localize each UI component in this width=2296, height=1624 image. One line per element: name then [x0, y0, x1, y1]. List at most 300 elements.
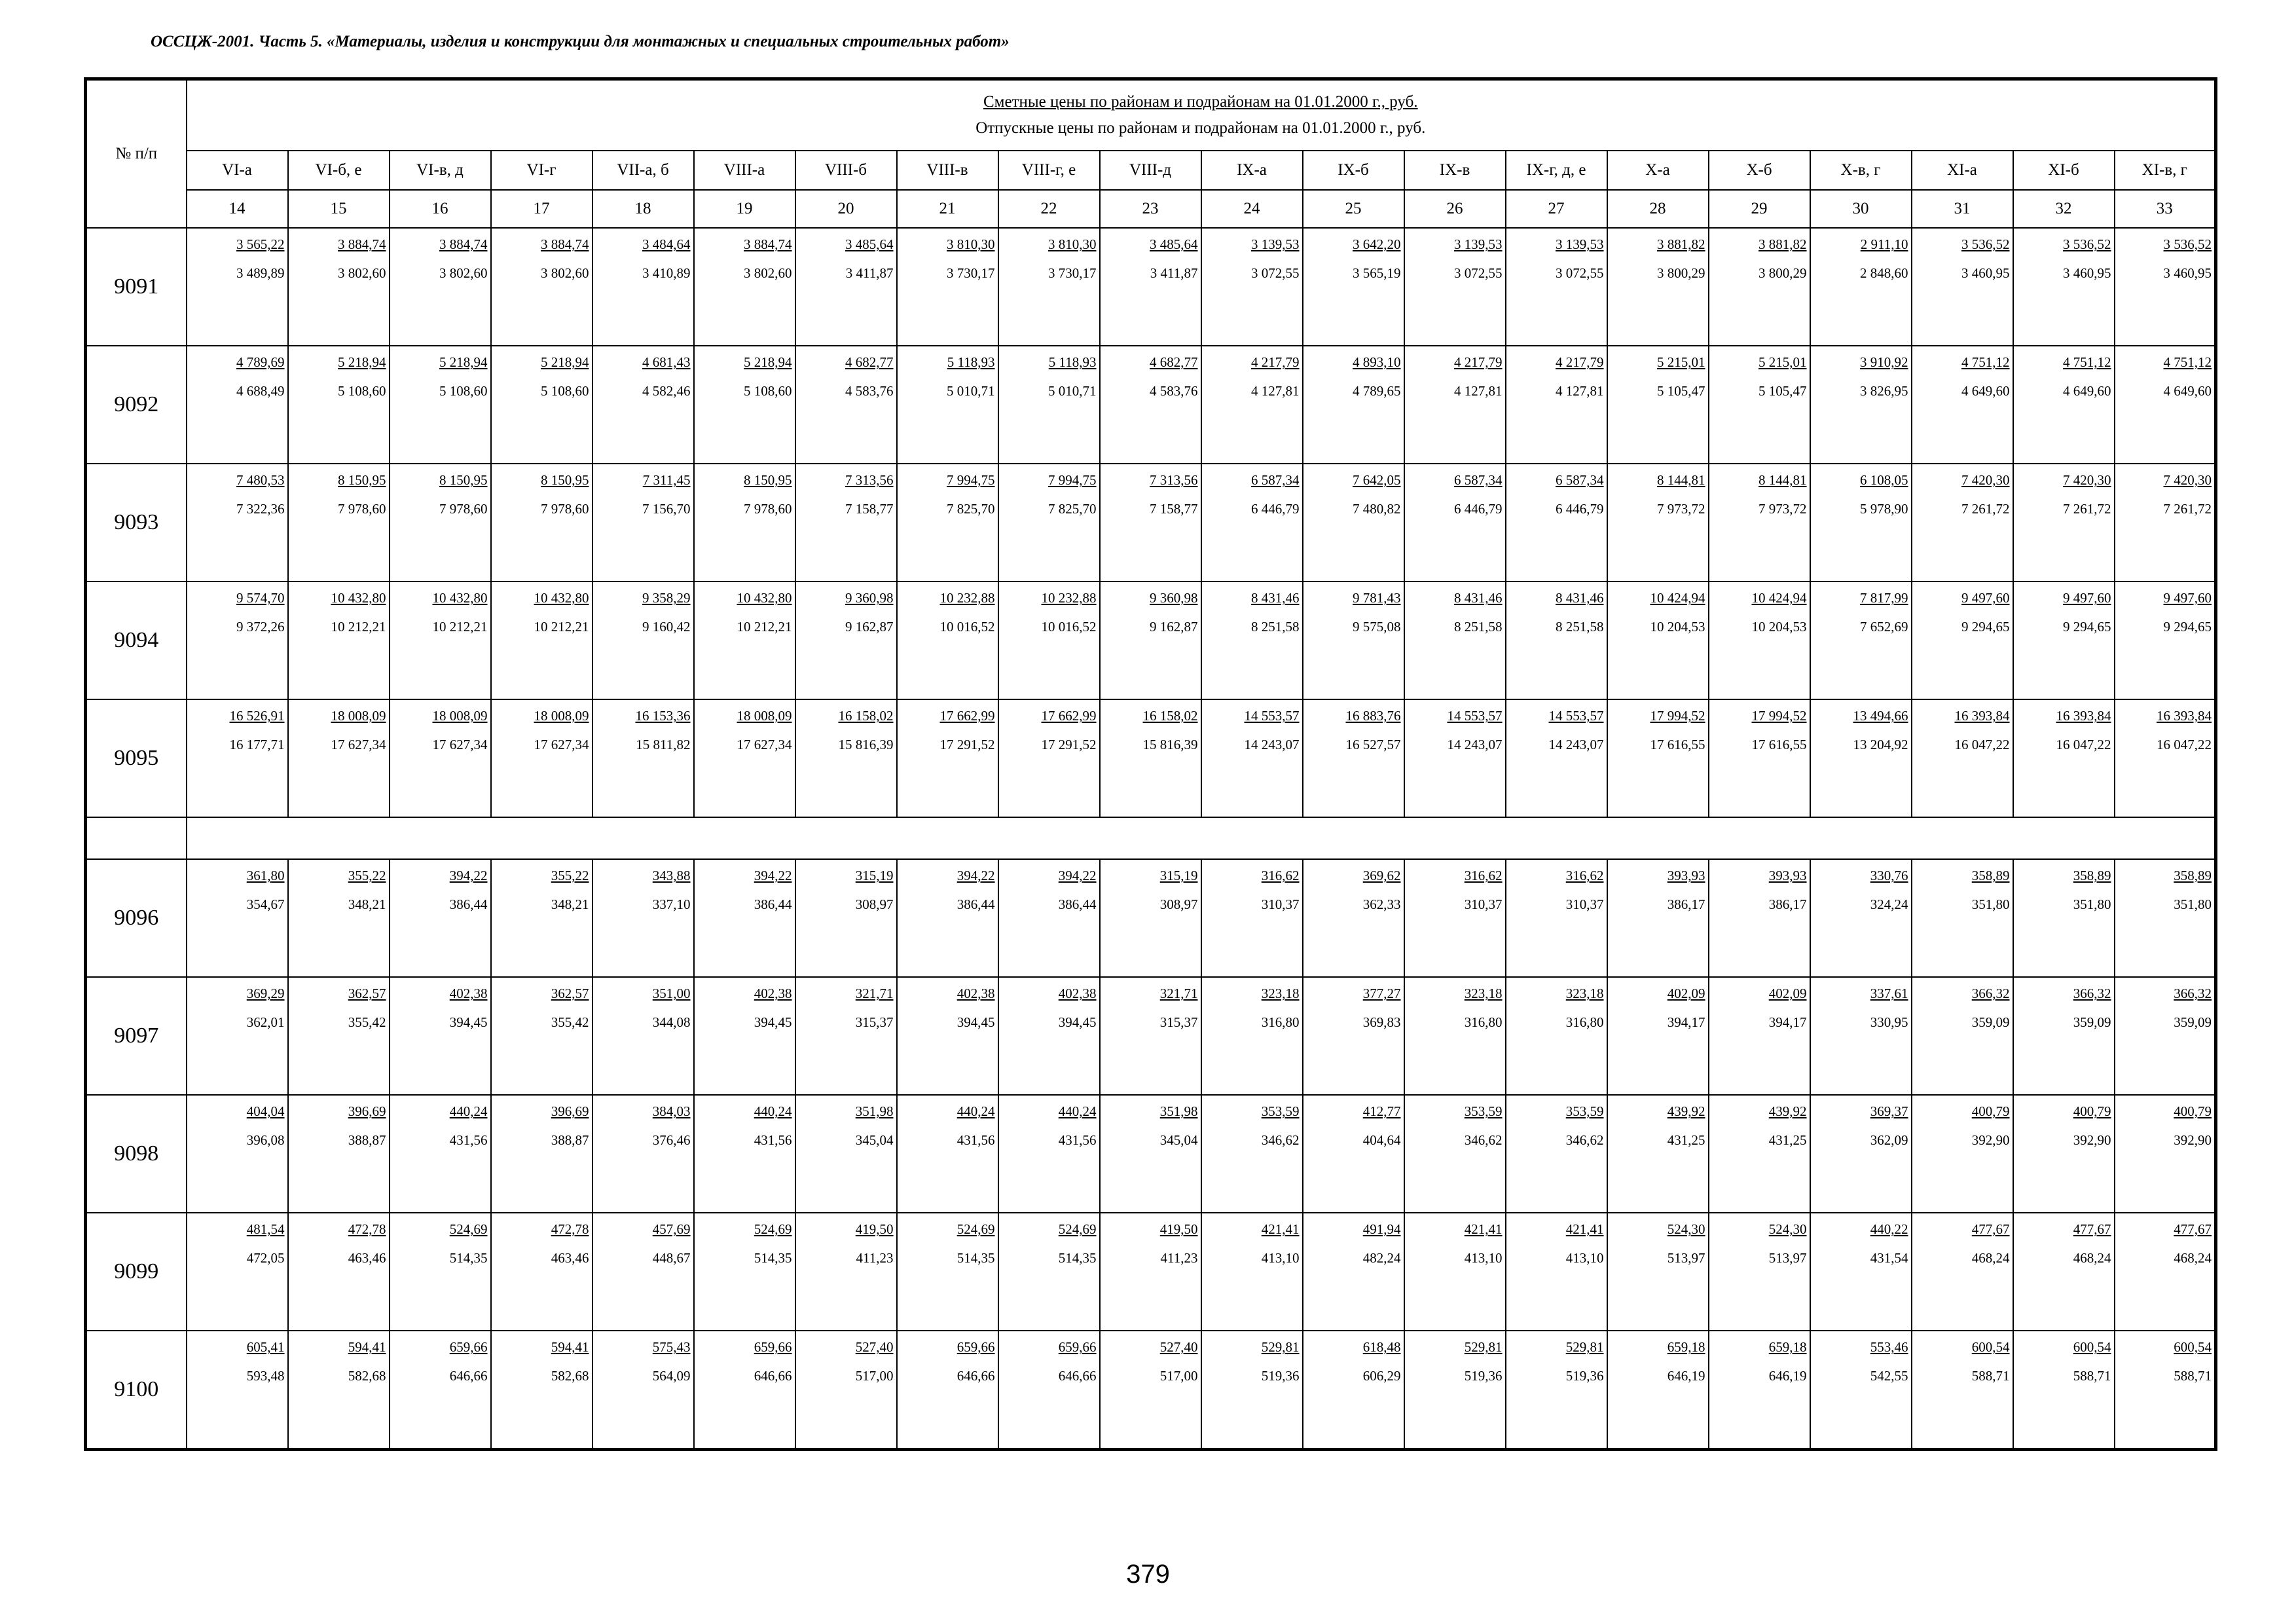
- price-cell: [1201, 346, 1303, 464]
- price-cell: [1607, 346, 1709, 464]
- release-price: 5 978,90: [1860, 501, 1908, 517]
- price-cell: [1506, 1095, 1607, 1213]
- estimate-price: 7 642,05: [1353, 472, 1401, 488]
- price-cell: [1912, 1213, 2013, 1331]
- estimate-price: 18 008,09: [432, 708, 488, 724]
- price-cell: [592, 1095, 694, 1213]
- release-price: 315,37: [1159, 1014, 1198, 1030]
- estimate-price: 529,81: [1565, 1339, 1604, 1355]
- column-number: 14: [187, 190, 288, 228]
- estimate-price: 353,59: [1261, 1103, 1300, 1119]
- estimate-price: 8 144,81: [1758, 472, 1807, 488]
- release-price: 10 212,21: [432, 619, 488, 635]
- estimate-price: 3 810,30: [947, 236, 995, 252]
- price-cell: [1810, 1095, 1912, 1213]
- release-price: 413,10: [1565, 1250, 1604, 1266]
- price-table-title: [187, 79, 2216, 151]
- estimate-price: 16 393,84: [2157, 708, 2212, 724]
- document-header: ОССЦЖ-2001. Часть 5. «Материалы, изделия и конструкции для монтажных и специальных строительных работ»: [151, 33, 1010, 50]
- release-price: 431,56: [754, 1132, 792, 1148]
- estimate-price: 600,54: [2073, 1339, 2111, 1355]
- release-price: 646,66: [754, 1368, 792, 1384]
- estimate-price: 600,54: [1971, 1339, 2010, 1355]
- price-cell: [1303, 464, 1404, 581]
- estimate-price: 3 485,64: [1150, 236, 1198, 252]
- price-cell: [1303, 1095, 1404, 1213]
- release-price: 6 446,79: [1251, 501, 1300, 517]
- price-cell: [795, 977, 897, 1095]
- price-cell: [1607, 581, 1709, 699]
- price-cell: [1303, 346, 1404, 464]
- price-cell: [694, 1095, 795, 1213]
- price-cell: [390, 859, 491, 977]
- release-price: 517,00: [855, 1368, 894, 1384]
- region-header: X-в, г: [1810, 151, 1912, 190]
- estimate-price: 6 587,34: [1556, 472, 1604, 488]
- release-price: 10 212,21: [737, 619, 792, 635]
- release-price: 4 789,65: [1353, 383, 1401, 399]
- release-price: 646,66: [957, 1368, 995, 1384]
- region-header-row: [86, 151, 2216, 190]
- estimate-price: 3 884,74: [338, 236, 386, 252]
- release-price: 386,17: [1667, 896, 1705, 912]
- estimate-price: 9 360,98: [1150, 590, 1198, 606]
- estimate-price: 400,79: [2174, 1103, 2212, 1119]
- price-cell: [998, 977, 1100, 1095]
- estimate-price: 477,67: [2073, 1221, 2111, 1237]
- release-price: 5 010,71: [1048, 383, 1097, 399]
- release-price: 646,66: [449, 1368, 488, 1384]
- estimate-price: 316,62: [1565, 868, 1604, 883]
- price-cell: [1201, 859, 1303, 977]
- region-header: IX-в: [1404, 151, 1506, 190]
- release-price: 472,05: [246, 1250, 285, 1266]
- release-price: 3 411,87: [845, 265, 894, 281]
- region-header: VI-б, е: [288, 151, 390, 190]
- release-price: 394,45: [1058, 1014, 1097, 1030]
- estimate-price: 3 485,64: [845, 236, 894, 252]
- release-price: 5 108,60: [744, 383, 792, 399]
- release-price: 9 575,08: [1353, 619, 1401, 635]
- release-price: 386,44: [1058, 896, 1097, 912]
- estimate-price: 4 751,12: [2163, 354, 2212, 370]
- price-cell: [1607, 859, 1709, 977]
- release-price: 310,37: [1261, 896, 1300, 912]
- region-header: VI-г: [491, 151, 592, 190]
- price-cell: [288, 346, 390, 464]
- price-cell: [1404, 1095, 1506, 1213]
- price-cell: [288, 1213, 390, 1331]
- release-price: 468,24: [1971, 1250, 2010, 1266]
- row-code: 9094: [86, 581, 187, 699]
- estimate-price: 16 883,76: [1345, 708, 1401, 724]
- release-price: 517,00: [1159, 1368, 1198, 1384]
- estimate-price: 419,50: [855, 1221, 894, 1237]
- region-header: XI-в, г: [2115, 151, 2216, 190]
- estimate-price: 440,22: [1870, 1221, 1908, 1237]
- table-row: [86, 581, 2216, 699]
- estimate-price: 524,69: [957, 1221, 995, 1237]
- release-price: 3 826,95: [1860, 383, 1908, 399]
- estimate-price: 419,50: [1159, 1221, 1198, 1237]
- column-number: 18: [592, 190, 694, 228]
- estimate-price: 16 393,84: [1954, 708, 2010, 724]
- estimate-price: 5 215,01: [1758, 354, 1807, 370]
- price-cell: [491, 228, 592, 346]
- price-cell: [1709, 581, 1810, 699]
- price-cell: [998, 1331, 1100, 1450]
- price-cell: [897, 977, 998, 1095]
- release-price: 10 204,53: [1650, 619, 1705, 635]
- release-price: 17 616,55: [1751, 737, 1807, 752]
- release-price: 431,56: [449, 1132, 488, 1148]
- release-price: 14 243,07: [1548, 737, 1604, 752]
- estimate-price: 353,59: [1464, 1103, 1503, 1119]
- estimate-price: 394,22: [754, 868, 792, 883]
- estimate-price: 491,94: [1362, 1221, 1401, 1237]
- price-cell: [1709, 699, 1810, 817]
- separator-cell: [187, 817, 2216, 859]
- price-cell: [390, 1331, 491, 1450]
- release-price: 9 162,87: [845, 619, 894, 635]
- estimate-price: 9 497,60: [2063, 590, 2111, 606]
- price-cell: [187, 977, 288, 1095]
- estimate-price: 402,38: [957, 986, 995, 1001]
- release-price: 17 627,34: [737, 737, 792, 752]
- price-cell: [288, 699, 390, 817]
- price-cell: [2013, 699, 2115, 817]
- estimate-price: 7 480,53: [236, 472, 285, 488]
- estimate-price: 659,66: [1058, 1339, 1097, 1355]
- price-cell: [998, 1213, 1100, 1331]
- release-price: 344,08: [652, 1014, 691, 1030]
- estimate-price: 4 682,77: [845, 354, 894, 370]
- page-number: 379: [1126, 1560, 1170, 1589]
- table-row: [86, 977, 2216, 1095]
- release-price: 394,45: [449, 1014, 488, 1030]
- price-cell: [2115, 977, 2216, 1095]
- estimate-price: 323,18: [1261, 986, 1300, 1001]
- release-price: 3 072,55: [1556, 265, 1604, 281]
- release-price: 346,62: [1261, 1132, 1300, 1148]
- release-price: 5 105,47: [1657, 383, 1705, 399]
- estimate-price: 524,30: [1768, 1221, 1807, 1237]
- estimate-price: 16 393,84: [2056, 708, 2111, 724]
- estimate-price: 477,67: [2174, 1221, 2212, 1237]
- estimate-price: 402,09: [1667, 986, 1705, 1001]
- estimate-price: 393,93: [1667, 868, 1705, 883]
- price-cell: [998, 1095, 1100, 1213]
- price-cell: [1404, 699, 1506, 817]
- estimate-price: 440,24: [1058, 1103, 1097, 1119]
- estimate-price: 4 751,12: [2063, 354, 2111, 370]
- estimate-price: 605,41: [246, 1339, 285, 1355]
- price-cell: [795, 581, 897, 699]
- price-cell: [1912, 699, 2013, 817]
- estimate-price: 8 150,95: [439, 472, 488, 488]
- table-row: [86, 1213, 2216, 1331]
- estimate-price: 321,71: [855, 986, 894, 1001]
- price-cell: [2013, 1095, 2115, 1213]
- release-price: 3 411,87: [1150, 265, 1198, 281]
- row-code: 9096: [86, 859, 187, 977]
- estimate-price: 575,43: [652, 1339, 691, 1355]
- estimate-price: 366,32: [2073, 986, 2111, 1001]
- price-cell: [1912, 859, 2013, 977]
- release-price: 5 108,60: [439, 383, 488, 399]
- release-price: 17 627,34: [432, 737, 488, 752]
- price-cell: [1201, 977, 1303, 1095]
- estimate-price: 10 232,88: [939, 590, 995, 606]
- estimate-price: 472,78: [551, 1221, 589, 1237]
- price-cell: [592, 228, 694, 346]
- region-header: VI-а: [187, 151, 288, 190]
- price-cell: [1607, 1095, 1709, 1213]
- table-row: [86, 1331, 2216, 1450]
- estimate-price: 315,19: [855, 868, 894, 883]
- release-price: 3 072,55: [1251, 265, 1300, 281]
- estimate-price: 400,79: [1971, 1103, 2010, 1119]
- release-price: 646,66: [1058, 1368, 1097, 1384]
- release-price: 16 047,22: [1954, 737, 2010, 752]
- release-price: 359,09: [2073, 1014, 2111, 1030]
- estimate-price: 400,79: [2073, 1103, 2111, 1119]
- price-cell: [897, 1095, 998, 1213]
- release-price: 7 652,69: [1860, 619, 1908, 635]
- release-price: 394,17: [1768, 1014, 1807, 1030]
- estimate-price: 524,69: [449, 1221, 488, 1237]
- estimate-price: 394,22: [957, 868, 995, 883]
- estimate-price: 3 484,64: [642, 236, 691, 252]
- release-price: 7 825,70: [1048, 501, 1097, 517]
- estimate-price: 16 526,91: [229, 708, 285, 724]
- price-cell: [491, 464, 592, 581]
- release-price: 354,67: [246, 896, 285, 912]
- row-code: 9098: [86, 1095, 187, 1213]
- price-cell: [1709, 1213, 1810, 1331]
- price-cell: [1303, 1331, 1404, 1450]
- price-cell: [897, 699, 998, 817]
- release-price: 519,36: [1565, 1368, 1604, 1384]
- price-cell: [592, 699, 694, 817]
- price-cell: [187, 228, 288, 346]
- estimate-price: 17 994,52: [1751, 708, 1807, 724]
- row-code: 9100: [86, 1331, 187, 1450]
- release-price: 588,71: [2073, 1368, 2111, 1384]
- price-cell: [390, 699, 491, 817]
- estimate-price: 4 217,79: [1251, 354, 1300, 370]
- price-cell: [288, 1095, 390, 1213]
- price-cell: [998, 228, 1100, 346]
- region-header: XI-а: [1912, 151, 2013, 190]
- release-price: 519,36: [1261, 1368, 1300, 1384]
- release-price: 7 261,72: [2163, 501, 2212, 517]
- estimate-price: 4 681,43: [642, 354, 691, 370]
- price-cell: [390, 581, 491, 699]
- estimate-price: 351,98: [855, 1103, 894, 1119]
- release-price: 7 322,36: [236, 501, 285, 517]
- region-header: VI-в, д: [390, 151, 491, 190]
- estimate-price: 3 536,52: [1961, 236, 2010, 252]
- price-cell: [1607, 228, 1709, 346]
- price-cell: [2115, 1095, 2216, 1213]
- section-separator-row: [86, 817, 2216, 859]
- price-cell: [592, 346, 694, 464]
- release-price: 7 261,72: [2063, 501, 2111, 517]
- estimate-price: 4 789,69: [236, 354, 285, 370]
- estimate-price: 4 217,79: [1556, 354, 1604, 370]
- estimate-price: 440,24: [754, 1103, 792, 1119]
- estimate-price: 9 360,98: [845, 590, 894, 606]
- price-cell: [390, 1213, 491, 1331]
- release-price: 468,24: [2174, 1250, 2212, 1266]
- estimate-price: 10 432,80: [534, 590, 589, 606]
- price-cell: [897, 859, 998, 977]
- estimate-price: 3 536,52: [2063, 236, 2111, 252]
- estimate-price: 351,00: [652, 986, 691, 1001]
- row-code: 9097: [86, 977, 187, 1095]
- estimate-price: 7 994,75: [1048, 472, 1097, 488]
- release-price: 413,10: [1464, 1250, 1503, 1266]
- estimate-price: 369,62: [1362, 868, 1401, 883]
- price-cell: [491, 699, 592, 817]
- release-price: 582,68: [551, 1368, 589, 1384]
- release-price: 8 251,58: [1556, 619, 1604, 635]
- estimate-price: 7 313,56: [1150, 472, 1198, 488]
- release-price: 9 294,65: [2163, 619, 2212, 635]
- estimate-price: 5 218,94: [439, 354, 488, 370]
- estimate-price: 10 424,94: [1650, 590, 1705, 606]
- release-price: 345,04: [855, 1132, 894, 1148]
- price-cell: [1912, 1095, 2013, 1213]
- row-code: 9092: [86, 346, 187, 464]
- release-price: 16 177,71: [229, 737, 285, 752]
- estimate-price: 323,18: [1565, 986, 1604, 1001]
- estimate-price: 10 424,94: [1751, 590, 1807, 606]
- estimate-price: 524,69: [1058, 1221, 1097, 1237]
- release-price: 10 204,53: [1751, 619, 1807, 635]
- region-header: VIII-а: [694, 151, 795, 190]
- release-price: 359,09: [2174, 1014, 2212, 1030]
- column-number: 32: [2013, 190, 2115, 228]
- price-cell: [2115, 464, 2216, 581]
- price-cell: [187, 1331, 288, 1450]
- release-price: 514,35: [754, 1250, 792, 1266]
- estimate-price: 14 553,57: [1548, 708, 1604, 724]
- estimate-price: 8 150,95: [541, 472, 589, 488]
- price-cell: [1709, 859, 1810, 977]
- column-number: 26: [1404, 190, 1506, 228]
- column-number: 21: [897, 190, 998, 228]
- estimate-price: 16 158,02: [838, 708, 894, 724]
- release-price: 411,23: [1160, 1250, 1198, 1266]
- estimate-price: 8 431,46: [1556, 590, 1604, 606]
- price-cell: [998, 346, 1100, 464]
- price-cell: [1201, 464, 1303, 581]
- price-cell: [1404, 1213, 1506, 1331]
- release-price: 392,90: [1971, 1132, 2010, 1148]
- release-price: 646,19: [1667, 1368, 1705, 1384]
- separator-cell: [86, 817, 187, 859]
- price-cell: [1100, 1331, 1201, 1450]
- release-price: 4 649,60: [2163, 383, 2212, 399]
- estimate-price: 366,32: [1971, 986, 2010, 1001]
- release-price: 448,67: [652, 1250, 691, 1266]
- estimate-price: 2 911,10: [1860, 236, 1908, 252]
- estimate-price: 4 893,10: [1353, 354, 1401, 370]
- price-cell: [1506, 581, 1607, 699]
- release-price: 396,08: [246, 1132, 285, 1148]
- estimate-price: 396,69: [551, 1103, 589, 1119]
- release-price: 388,87: [551, 1132, 589, 1148]
- estimate-price: 421,41: [1565, 1221, 1604, 1237]
- release-price: 15 816,39: [838, 737, 894, 752]
- estimate-price: 594,41: [551, 1339, 589, 1355]
- estimate-price: 353,59: [1565, 1103, 1604, 1119]
- release-price: 514,35: [957, 1250, 995, 1266]
- price-cell: [1100, 977, 1201, 1095]
- release-price: 8 251,58: [1454, 619, 1503, 635]
- estimate-price: 402,38: [449, 986, 488, 1001]
- price-cell: [998, 699, 1100, 817]
- estimate-price: 524,69: [754, 1221, 792, 1237]
- region-header: XI-б: [2013, 151, 2115, 190]
- release-price: 345,04: [1159, 1132, 1198, 1148]
- estimate-price: 402,38: [1058, 986, 1097, 1001]
- estimate-price: 8 431,46: [1251, 590, 1300, 606]
- price-cell: [187, 859, 288, 977]
- release-price: 16 047,22: [2056, 737, 2111, 752]
- release-price: 7 825,70: [947, 501, 995, 517]
- price-cell: [1506, 859, 1607, 977]
- release-price: 9 294,65: [2063, 619, 2111, 635]
- price-cell: [795, 699, 897, 817]
- release-price: 324,24: [1870, 896, 1908, 912]
- estimate-price: 17 662,99: [1041, 708, 1097, 724]
- estimate-price: 402,09: [1768, 986, 1807, 1001]
- estimate-price: 7 420,30: [2063, 472, 2111, 488]
- estimate-price: 366,32: [2174, 986, 2212, 1001]
- column-number: 31: [1912, 190, 2013, 228]
- region-header: X-б: [1709, 151, 1810, 190]
- price-cell: [694, 581, 795, 699]
- release-price: 4 582,46: [642, 383, 691, 399]
- release-price: 593,48: [246, 1368, 285, 1384]
- estimate-price: 3 884,74: [744, 236, 792, 252]
- estimate-price: 5 218,94: [744, 354, 792, 370]
- release-price: 4 583,76: [845, 383, 894, 399]
- release-price: 513,97: [1768, 1250, 1807, 1266]
- price-cell: [1404, 228, 1506, 346]
- release-price: 413,10: [1261, 1250, 1300, 1266]
- price-cell: [1100, 859, 1201, 977]
- estimate-price: 14 553,57: [1447, 708, 1503, 724]
- price-cell: [2115, 1331, 2216, 1450]
- release-price: 3 489,89: [236, 265, 285, 281]
- price-cell: [592, 859, 694, 977]
- estimate-price: 9 574,70: [236, 590, 285, 606]
- estimate-price: 402,38: [754, 986, 792, 1001]
- estimate-price: 412,77: [1362, 1103, 1401, 1119]
- price-cell: [2115, 699, 2216, 817]
- price-cell: [1607, 699, 1709, 817]
- region-header: VIII-д: [1100, 151, 1201, 190]
- price-cell: [1201, 581, 1303, 699]
- estimate-price: 16 158,02: [1142, 708, 1198, 724]
- price-cell: [1303, 228, 1404, 346]
- price-cell: [187, 1095, 288, 1213]
- table-row: [86, 1095, 2216, 1213]
